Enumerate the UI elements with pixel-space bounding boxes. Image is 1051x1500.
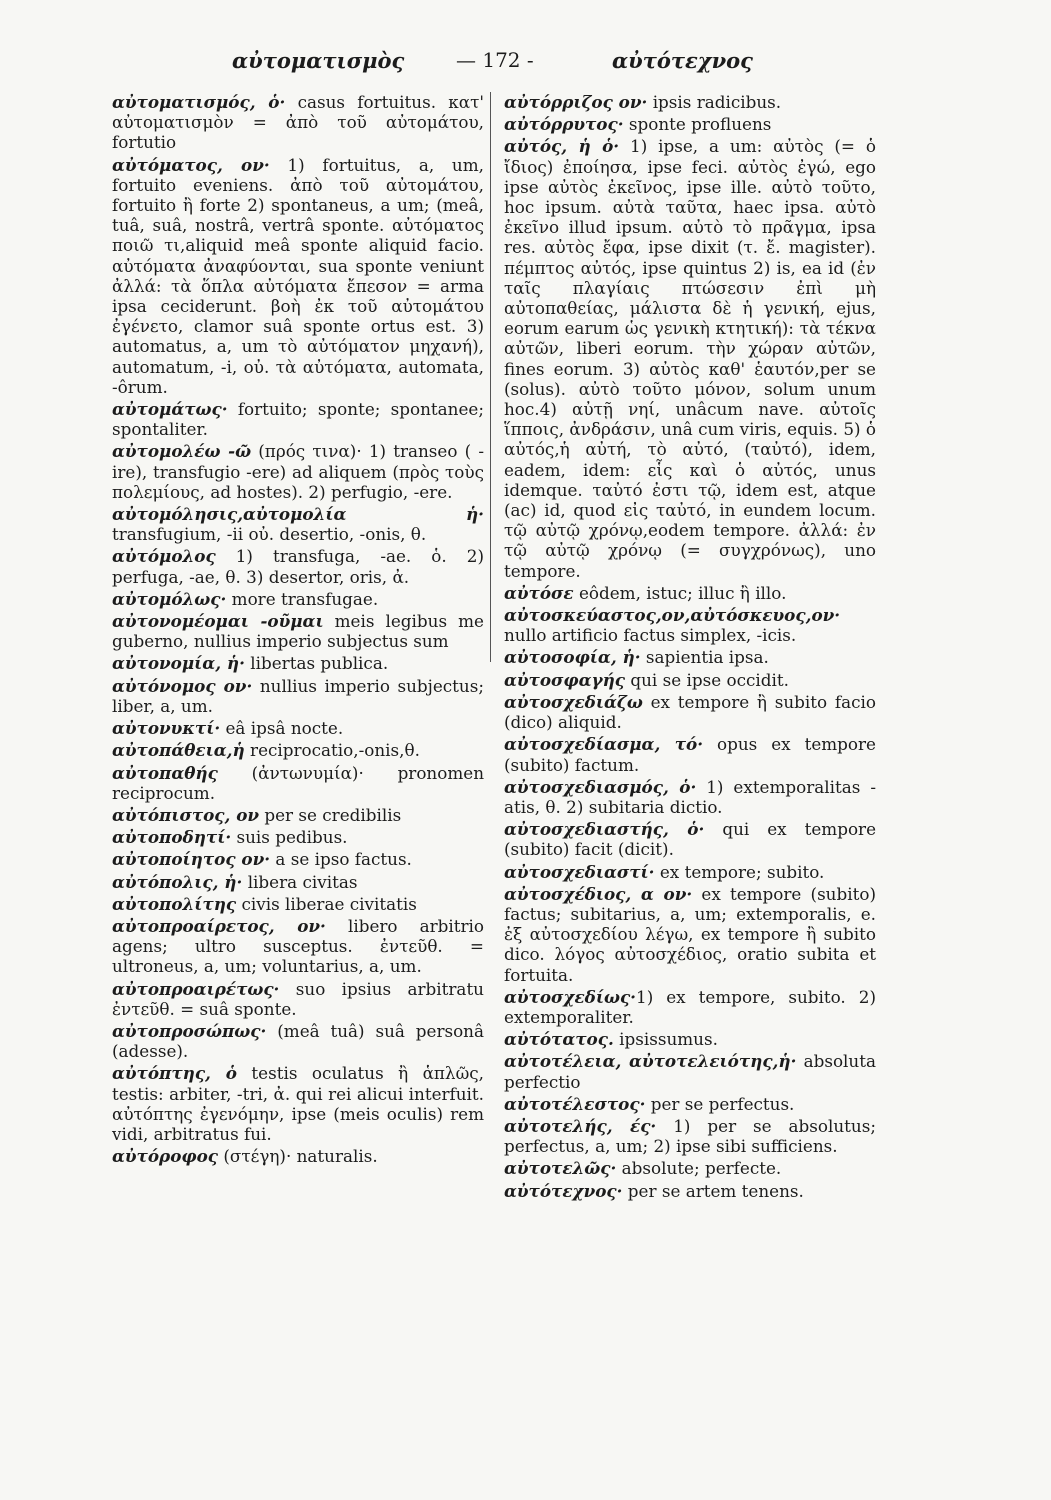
dictionary-entry — [112, 894, 484, 914]
dictionary-entry — [504, 647, 876, 667]
entry-definition: 1) ex tempore, subito. 2) extemporaliter. — [504, 986, 876, 1027]
entry-definition: 1) per se absolutus; perfectus, a, um; 2) ipse sibi sufficiens. — [504, 1115, 876, 1157]
entry-headword: αὐτομάτως· — [112, 399, 228, 420]
entry-headword: αὐτοτελῶς· — [504, 1158, 617, 1179]
dictionary-entry — [112, 872, 484, 892]
entry-headword: αὐτοσχεδίως· — [504, 986, 637, 1007]
entry-headword: αὐτοσχέδιος, α ον· — [504, 883, 693, 904]
entry-headword: αὐτόρρυτος· — [504, 114, 624, 135]
entry-definition: nullius imperio subjectus; liber, a, um. — [112, 675, 484, 716]
entry-definition: ex tempore; subito. — [654, 861, 825, 882]
dictionary-entry — [112, 676, 484, 716]
entry-headword: αὐτονομία, ἡ· — [112, 653, 245, 674]
page-number: — 172 - — [456, 48, 534, 72]
dictionary-entry — [112, 718, 484, 738]
entry-headword: αὐτοπροσώπως· — [112, 1020, 267, 1041]
header-left-headword: αὐτοματισμὸς — [232, 48, 405, 73]
entry-definition: 1) fortuitus, a, um, fortuito eveniens. ἀπὸ τοῦ αὐτομάτου, fortuito ἢ forte 2) spontaneus, a um; (meâ, tuâ, suâ, nostrâ, vertrâ sponte. αὐτόματος ποιῶ τι,aliquid meâ sponte aliquid facio. αὐτόματα ἀναφύονται, sua sponte veniunt ἀλλά: τὰ ὅπλα αὐτόματα ἔπεσον = arma ipsa ceciderunt. βοὴ ἐκ τοῦ αὐτομάτου ἐγένετο, clamor suâ sponte ortus est. 3) automatus, a, um τὸ αὐτόματον μηχανή), automatum, -i, οὐ. τὰ αὐτόματα, automata, -ôrum. — [112, 154, 484, 397]
entry-headword: αὐτοποδητί· — [112, 827, 232, 848]
entry-definition: eâ ipsâ nocte. — [220, 718, 344, 739]
entry-definition: reciprocatio,-onis,θ. — [244, 740, 420, 761]
column-divider — [490, 92, 491, 662]
dictionary-entry — [504, 884, 876, 985]
dictionary-entry — [112, 827, 484, 847]
entry-headword: αὐτοπαθής — [112, 762, 218, 783]
entry-definition: a se ipso factus. — [270, 849, 412, 870]
entry-definition: casus fortuitus. κατ' αὐτοματισμὸν = ἀπὸ τοῦ αὐτομάτου, fortutio — [112, 92, 484, 153]
entry-headword: αὐτοπάθεια,ἡ — [112, 740, 245, 761]
entry-definition: (πρός τινα)· 1) transeo ( -ire), transfugio -ere) ad aliquem (πρὸς τοὺς πολεμίους, ad hostes). 2) perfugio, -ere. — [112, 441, 484, 502]
dictionary-entry — [112, 92, 484, 153]
dictionary-entry — [504, 1094, 876, 1114]
dictionary-entry — [112, 399, 484, 439]
dictionary-entry — [112, 611, 484, 651]
entry-headword: αὐτοσχεδιαστής, ὁ· — [504, 819, 705, 840]
entry-headword: αὐτοσοφία, ἡ· — [504, 647, 641, 668]
entry-headword: αὐτόνομος ον· — [112, 675, 253, 696]
entry-headword: αὐτονομέομαι -οῦμαι — [112, 611, 324, 632]
entry-headword: αὐτοσχεδιασμός, ὁ· — [504, 776, 697, 797]
entry-definition: 1) extemporalitas -atis, θ. 2) subitaria dictio. — [504, 776, 876, 817]
right-column — [504, 92, 876, 1203]
entry-definition: (meâ tuâ) suâ personâ (adesse). — [112, 1020, 484, 1062]
entry-definition: suo ipsius arbitratu ἐντεῦθ. = suâ sponte. — [112, 978, 484, 1019]
entry-definition: nullo artificio factus simplex, -icis. — [504, 625, 797, 646]
dictionary-entry — [112, 979, 484, 1019]
dictionary-entry — [504, 777, 876, 817]
dictionary-entry — [504, 136, 876, 580]
left-column — [112, 92, 484, 1168]
entry-definition: suis pedibus. — [231, 827, 348, 848]
entry-definition: more transfugae. — [226, 588, 379, 609]
entry-definition: absoluta perfectio — [504, 1051, 876, 1092]
entry-headword: αὐτόσε — [504, 582, 574, 603]
entry-headword: αὐτόματος, ον· — [112, 154, 270, 175]
dictionary-entry — [112, 653, 484, 673]
entry-headword: αὐτόπολις, ἡ· — [112, 871, 243, 892]
entry-definition: ipsis radicibus. — [647, 92, 782, 112]
dictionary-entry — [112, 740, 484, 760]
dictionary-entry — [504, 1116, 876, 1156]
dictionary-entry — [504, 1181, 876, 1201]
entry-definition: qui se ipse occidit. — [625, 669, 789, 690]
dictionary-entry — [504, 605, 876, 645]
dictionary-entry — [112, 1146, 484, 1166]
dictionary-entry — [504, 583, 876, 603]
entry-definition: 1) transfuga, -ae. ὁ. 2) perfuga, -ae, θ. 3) desertor, oris, ἀ. — [112, 546, 484, 587]
entry-definition: eôdem, istuc; illuc ἢ illo. — [573, 582, 787, 603]
dictionary-entry — [112, 916, 484, 977]
entry-headword: αὐτοτέλεστος· — [504, 1093, 646, 1114]
entry-headword: αὐτοποίητος ον· — [112, 849, 271, 870]
entry-headword: αὐτοτέλεια, αὐτοτελειότης,ἡ· — [504, 1051, 797, 1072]
dictionary-entry — [504, 819, 876, 859]
entry-headword: αὐτόροφος — [112, 1146, 218, 1167]
entry-headword: αὐτομολέω -ῶ — [112, 441, 252, 462]
dictionary-entry — [112, 1021, 484, 1061]
entry-headword: αὐτόπτης, ὁ — [112, 1063, 237, 1084]
entry-headword: αὐτονυκτί· — [112, 718, 221, 739]
entry-headword: αὐτότατος. — [504, 1029, 614, 1050]
dictionary-entry — [504, 670, 876, 690]
entry-definition: per se credibilis — [259, 804, 402, 825]
dictionary-entry — [504, 1158, 876, 1178]
entry-definition: sponte profluens — [623, 114, 772, 135]
entry-definition: meis legibus me guberno, nullius imperio subjectus sum — [112, 611, 484, 652]
dictionary-entry — [112, 805, 484, 825]
dictionary-entry — [504, 862, 876, 882]
entry-definition: sapientia ipsa. — [640, 647, 769, 668]
entry-headword: αὐτομόλησις,αὐτομολία ἡ· — [112, 504, 484, 525]
entry-definition: opus ex tempore (subito) factum. — [504, 734, 876, 775]
dictionary-entry — [112, 504, 484, 544]
dictionary-entry — [112, 589, 484, 609]
entry-headword: αὐτόρριζος ον· — [504, 92, 648, 112]
dictionary-entry — [112, 155, 484, 397]
entry-definition: (ἀντωνυμία)· pronomen reciprocum. — [112, 762, 484, 803]
entry-headword: αὐτόμολος — [112, 546, 216, 567]
entry-definition: absolute; perfecte. — [616, 1158, 782, 1179]
entry-headword: αὐτοτελής, ές· — [504, 1115, 657, 1136]
entry-definition: ex tempore ἢ subito facio (dico) aliquid. — [504, 691, 876, 733]
entry-definition: 1) ipse, a um: αὐτὸς (= ὁ ἴδιος) ἐποίησα, ipse feci. αὐτὸς ἐγώ, ego ipse αὐτὸς ἐκεῖνος, ipse ille. αὐτὸ τοῦτο, hoc ipsum. αὐτὰ ταῦτα, haec ipsa. αὐτὸ ἐκεῖνο illud ipsum. αὐτὸ τὸ πρᾶγμα, ipsa res. αὐτὸς ἔφα, ipse dixit (τ. ἔ. magister). πέμπτος αὐτός, ipse quintus 2) is, ea id (ἐν ταῖς πλαγίαις πτώσεσιν ἐπὶ μὴ αὐτοπαθείας, μάλιστα δὲ ἡ γενική, ejus, eorum earum ὡς γενικὴ κτητική): τὰ τέκνα αὐτῶν, liberi eorum. τὴν χώραν αὐτῶν, fines eorum. 3) αὐτὸς καθ' ἑαυτόν,per se (solus). αὐτὸ τοῦτο μόνον, solum unum hoc.4) αὐτῇ νηί, unâcum nave. αὐτοῖς ἵπποις, ἀνδράσιν, unâ cum viris, equis. 5) ὁ αὐτός,ἡ αὐτή, τὸ αὐτό, (ταὐτό), idem, eadem, idem: εἷς καὶ ὁ αὐτός, unus idemque. ταὐτό ἐστι τῷ, idem est, atque (ac) id, quod εἰς ταὐτό, in eundem locum. τῷ αὐτῷ χρόνῳ,eodem tempore. ἀλλά: ἐν τῷ αὐτῷ χρόνῳ (= συγχρόνως), uno tempore. — [504, 136, 876, 581]
dictionary-entry — [112, 441, 484, 502]
entry-headword: αὐτός, ἡ ὁ· — [504, 136, 620, 157]
entry-headword: αὐτοσχεδιάζω — [504, 691, 643, 712]
dictionary-entry — [112, 546, 484, 586]
entry-headword: αὐτοσχεδιαστί· — [504, 861, 655, 882]
entry-headword: αὐτοματισμός, ὁ· — [112, 92, 286, 112]
entry-headword: αὐτοπροαίρετος, ον· — [112, 915, 326, 936]
entry-headword: αὐτομόλως· — [112, 588, 227, 609]
entry-definition: libera civitas — [242, 871, 358, 892]
dictionary-entry — [504, 1029, 876, 1049]
header-right-headword: αὐτότεχνος — [612, 48, 753, 73]
dictionary-entry — [504, 692, 876, 732]
entry-definition: ex tempore (subito) factus; subitarius, a, um; extemporalis, e. ἐξ αὐτοσχεδίου λέγω, ex tempore ἢ subito dico. λόγος αὐτοσχέδιος, oratio subita et fortuita. — [504, 883, 876, 985]
entry-headword: αὐτοσφαγής — [504, 669, 626, 690]
entry-definition: civis liberae civitatis — [236, 893, 417, 914]
dictionary-entry — [504, 734, 876, 774]
dictionary-entry — [112, 763, 484, 803]
entry-definition: ipsissumus. — [613, 1029, 718, 1050]
entry-headword: αὐτότεχνος· — [504, 1180, 623, 1201]
entry-definition: per se perfectus. — [645, 1093, 795, 1114]
dictionary-entry — [504, 1051, 876, 1091]
entry-headword: αὐτοσκεύαστος,ον,αὐτόσκευος,ον· — [504, 605, 841, 626]
entry-headword: αὐτοπολίτης — [112, 893, 237, 914]
dictionary-entry — [504, 92, 876, 112]
entry-headword: αὐτόπιστος, ον — [112, 804, 260, 825]
dictionary-entry — [504, 987, 876, 1027]
entry-headword: αὐτοσχεδίασμα, τό· — [504, 734, 704, 755]
entry-definition: testis oculatus ἢ ἁπλῶς, testis: arbiter, -tri, ἀ. qui rei alicui interfuit. αὐτόπτης ἐγενόμην, ipse (meis oculis) rem vidi, arbitratus fui. — [112, 1063, 484, 1144]
entry-definition: per se artem tenens. — [622, 1180, 804, 1201]
dictionary-entry — [112, 1063, 484, 1144]
page-header — [0, 40, 1051, 80]
entry-definition: fortuito; sponte; spontanee; spontaliter. — [112, 399, 484, 440]
entry-headword: αὐτοπροαιρέτως· — [112, 978, 280, 999]
entry-definition: qui ex tempore (subito) facit (dicit). — [504, 819, 877, 860]
dictionary-entry — [504, 114, 876, 134]
entry-definition: libertas publica. — [244, 653, 389, 674]
entry-definition: libero arbitrio agens; ultro susceptus. ἐντεῦθ. = ultroneus, a, um; voluntarius, a, um. — [112, 915, 485, 977]
entry-definition: (στέγη)· naturalis. — [218, 1146, 378, 1167]
entry-definition: transfugium, -ii οὐ. desertio, -onis, θ. — [112, 524, 427, 545]
dictionary-entry — [112, 849, 484, 869]
